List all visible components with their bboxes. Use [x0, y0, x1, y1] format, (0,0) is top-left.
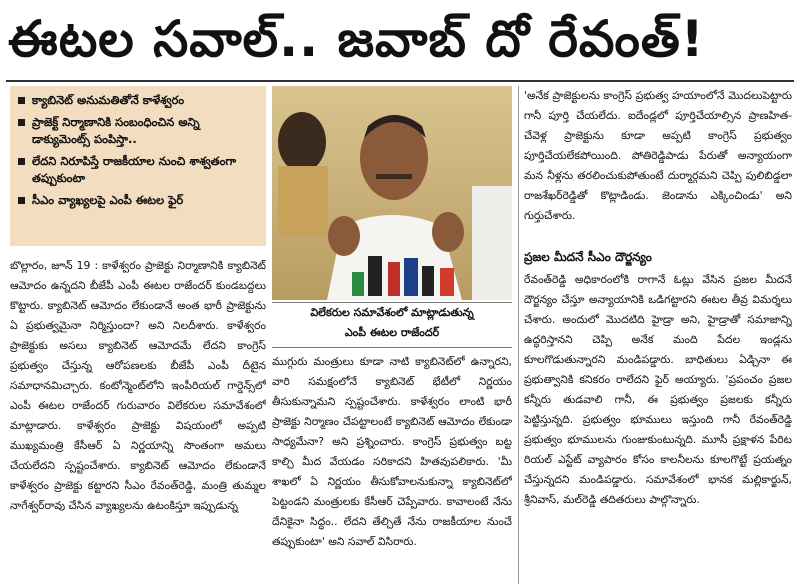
square-bullet-icon	[18, 119, 25, 126]
headline-rule	[6, 80, 794, 82]
article-column-3-top	[524, 86, 792, 236]
caption-line-2: ఎంపీ ఈటల రాజేందర్‌	[344, 326, 440, 339]
photo-caption	[272, 302, 512, 348]
highlight-text: లేదని నిరూపిస్తే రాజకీయాల నుంచి శాశ్వతంగా తప్పుకుంటా	[32, 154, 237, 185]
article-column-1	[10, 256, 266, 584]
highlight-text: క్యాబినెట్‌ అనుమతితోనే కాళేశ్వరం	[32, 93, 185, 107]
highlight-text: ప్రాజెక్ట్‌ నిర్మాణానికి సంబంధించిన అన్ని డాక్యుమెంట్స్‌ పంపిస్తా..	[32, 115, 200, 146]
square-bullet-icon	[18, 97, 25, 104]
article-paragraph: రేవంత్‌రెడ్డి అధికారంలోకి రాగానే ఓట్లు వేసిన ప్రజల మీదనే దౌర్జన్యం చేస్తూ అన్యాయానికి ఒడిగట్టారని ఈటల తీవ్ర విమర్శలు చేశారు. అందులో మొదటిది హైడ్రా అని, హైడ్రాతో సమాజాన్ని ఉద్ధరిస్తానని చెప్పి అనేక మంది పేదల ఇండ్లను కూలగొడుతున్నారని మండిపడ్డారు. బాధితులు ఏడ్చినా ఈ ప్రభుత్వానికి కనికరం రాలేదని ఫైర్‌ అయ్యారు. 'ప్రపంచం ప్రజల కన్నీరు తుడవాలి గానీ, ఈ ప్రభుత్వం ప్రజలకు కన్నీరు పెట్టిస్తున్నది. ప్రభుత్వం భూములు ఇస్తుంది గానీ రేవంత్‌రెడ్డి ప్రభుత్వం భూములను గుంజుకుంటున్నది. మూసీ ప్రక్షాళన పేరిట రియల్‌ ఎస్టేట్‌ వ్యాపారం కోసం కాలనీలను కూలగొట్టే ప్రయత్నం చేస్తున్నదని మండిపడ్డారు. సమావేశంలో భానక మల్లికార్జున్‌, శ్రీనివాస్‌, మల్‌రెడ్డి తదితరులు పాల్గొన్నారు.	[524, 273, 792, 506]
highlights-box	[10, 86, 266, 246]
highlight-item	[18, 92, 258, 109]
highlight-item	[18, 153, 258, 187]
article-column-3-bottom	[524, 270, 792, 584]
highlight-item	[18, 114, 258, 148]
press-conference-photo	[272, 86, 512, 300]
photo-illustration	[272, 86, 512, 300]
square-bullet-icon	[18, 158, 25, 165]
article-paragraph: బొల్లారం, జూన్‌ 19 : కాళేశ్వరం ప్రాజెక్టు నిర్మాణానికి క్యాబినెట్‌ ఆమోదం ఉన్నదని బీజేపీ ఎంపీ ఈటల రాజేందర్‌ కుండబద్దలు కొట్టారు. క్యాబినెట్‌ ఆమోదం లేకుండానే అంత భారీ ప్రాజెక్టును ఏ ప్రభుత్వమైనా నిర్మిస్తుందా? అని నిలదీశారు. కాళేశ్వరం ప్రాజెక్టుకు అసలు క్యాబినెట్‌ ఆమోదమే లేదని కాంగ్రెస్‌ ప్రభుత్వం చేస్తున్న ఆరోపణలకు బీజేపీ ఎంపీ దీటైన సమాధానమిచ్చారు. కంటోన్మెంట్‌లోని ఇంపీరియల్‌ గార్డెన్స్‌లో ఎంపీ ఈటల రాజేందర్‌ గురువారం విలేకరుల సమావేశంలో మాట్లాడారు. కాళేశ్వరం ప్రాజెక్టు విషయంలో అప్పటి ముఖ్యమంత్రి కేసీఆర్‌ ఏ నిర్ణయాన్ని సొంతంగా అమలు చేయలేదని స్పష్టంచేశారు. క్యాబినెట్‌ ఆమోదం లేకుండానే కాళేశ్వరం ప్రాజెక్టు కట్టారని సీఎం రేవంత్‌రెడ్డి, మంత్రి తుమ్మల నాగేశ్వర్‌రావు చేసిన వ్యాఖ్యలను ఉటంకిస్తూ ఇప్పుడున్న	[10, 259, 266, 512]
highlight-text: సీఎం వ్యాఖ్యలపై ఎంపీ ఈటల ఫైర్‌	[32, 193, 184, 207]
caption-line-1: విలేకరుల సమావేశంలో మాట్లాడుతున్న	[310, 306, 474, 319]
highlight-item	[18, 192, 258, 209]
article-paragraph: ముగ్గురు మంత్రులు కూడా నాటి క్యాబినెట్‌లో ఉన్నారని, వారి సమక్షంలోనే క్యాబినెట్‌ భేటీలో నిర్ణయం తీసుకున్నామని స్పష్టంచేశారు. కాళేశ్వరం లాంటి భారీ ప్రాజెక్టు నిర్మాణం చేపట్టాలంటే క్యాబినెట్‌ ఆమోదం లేకుండా సాధ్యమేనా? అని ప్రశ్నించారు. కాంగ్రెస్‌ ప్రభుత్వం బట్ట కాల్చి మీద వేయడం సరికాదని హితవుపలికారు. 'మీ శాఖలో ఏ నిర్ణయం తీసుకోవాలనుకున్నా క్యాబినెట్‌లో పెట్టండని మంత్రులకు కేసీఆర్‌ చెప్పేవారు. కావాలంటే నేను దేనికైనా సిద్ధం.. లేదని తేల్చితే నేను రాజకీయాల నుంచే తప్పుకుంటా' అని సవాల్‌ విసిరారు.	[272, 355, 512, 548]
highlights-list	[18, 92, 258, 209]
headline: ఈటల సవాల్‌.. జవాబ్‌ దో రేవంత్‌!	[8, 10, 705, 68]
column-divider	[518, 86, 519, 584]
article-paragraph: 'అనేక ప్రాజెక్టులను కాంగ్రెస్‌ ప్రభుత్వ హయాంలోనే మొదలుపెట్టారు గానీ పూర్తి చేయలేదు. ఐదేండ్లలో పూర్తిచేయాల్సిన ప్రాణహిత-చేవెళ్ల ప్రాజెక్టును కూడా అప్పటి కాంగ్రెస్‌ ప్రభుత్వం పూర్తిచేయలేకపోయింది. పోతిరెడ్డిపాడు పేరుతో అన్యాయంగా మన నీళ్లను తరలించుకుపోతుంటే దుర్మార్గమని చెప్పి పులిబిడ్డలా రాజశేఖర్‌రెడ్డితో కొట్లాడిండు. జెండాను ఎక్కించిండు' అని గుర్తుచేశారు.	[524, 89, 792, 222]
section-subheading: ప్రజల మీదనే సీఎం దౌర్జన్యం	[524, 250, 652, 264]
square-bullet-icon	[18, 197, 25, 204]
article-column-2	[272, 352, 512, 584]
